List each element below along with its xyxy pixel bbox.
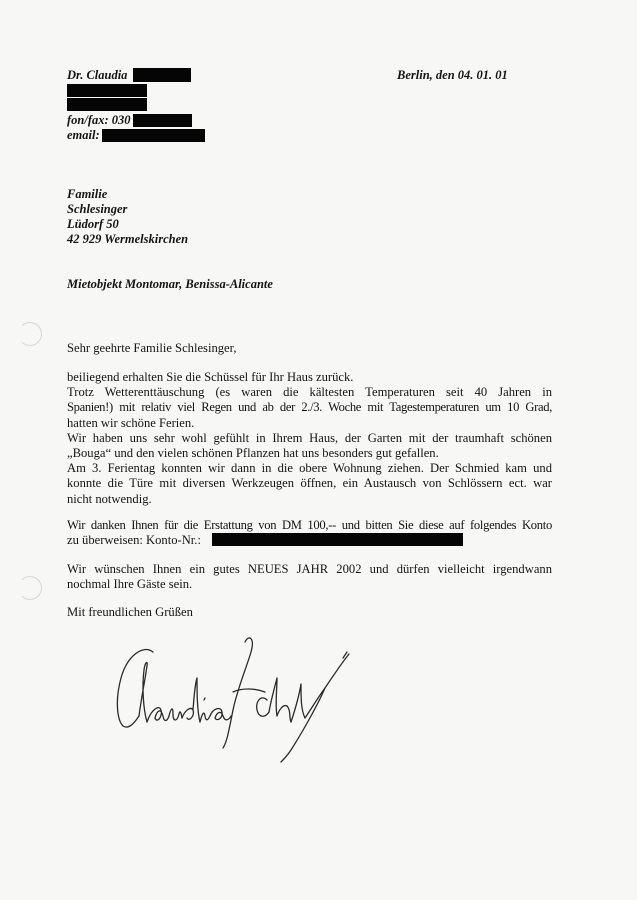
paragraph-1 xyxy=(67,370,552,507)
redaction-street xyxy=(67,84,147,97)
recipient-line-3: Lüdorf 50 xyxy=(67,217,119,231)
paragraph-line: nicht notwendig. xyxy=(67,491,152,506)
paragraph-line: zu überweisen: Konto-Nr.: xyxy=(67,533,201,548)
place-date: Berlin, den 04. 01. 01 xyxy=(397,68,508,82)
paragraph-line: nochmal Ihre Gäste sein. xyxy=(67,577,193,592)
recipient-line-1: Familie xyxy=(67,187,108,201)
paragraph-3 xyxy=(67,562,552,592)
subject-line: Mietobjekt Montomar, Benissa-Alicante xyxy=(67,277,273,291)
paragraph-line: beiliegend erhalten Sie die Schüssel für Ihr Haus zurück. xyxy=(67,370,354,384)
paragraph-line: Wir haben uns sehr wohl gefühlt in Ihrem Haus, der Garten mit der traumhaft schönen xyxy=(67,430,552,445)
paragraph-line: Spanien!) mit relativ viel Regen und ab der 2./3. Woche mit Tagestemperaturen um 10 Grad, xyxy=(67,400,552,415)
punch-hole-mark xyxy=(18,322,42,346)
recipient-line-4: 42 929 Wermelskirchen xyxy=(67,232,189,246)
paragraph-line: Am 3. Ferientag konnten wir dann in die obere Wohnung ziehen. Der Schmied kam und xyxy=(67,461,552,476)
salutation: Sehr geehrte Familie Schlesinger, xyxy=(67,341,237,355)
sender-name: Dr. Claudia xyxy=(67,68,128,82)
redaction-city xyxy=(67,98,147,111)
recipient-line-2: Schlesinger xyxy=(67,202,128,216)
paragraph-line: Trotz Wetterenttäuschung (es waren die kältesten Temperaturen seit 40 Jahren in xyxy=(67,385,552,400)
sender-phone-label: fon/fax: 030 xyxy=(67,113,131,127)
paragraph-line: konnte die Türe mit diversen Werkzeugen öffnen, ein Austausch von Schlössern ect. war xyxy=(67,476,552,491)
redaction-account-number xyxy=(212,533,463,546)
sender-email-label: email: xyxy=(67,128,100,142)
redaction-email xyxy=(102,129,205,142)
closing: Mit freundlichen Grüßen xyxy=(67,605,193,619)
redaction-phone xyxy=(133,114,192,127)
paragraph-line: Wir wünschen Ihnen ein gutes NEUES JAHR 2002 und dürfen vielleicht irgendwann xyxy=(67,562,552,576)
paragraph-line: „Bouga“ und den vielen schönen Pflanzen hat uns besonders gut gefallen. xyxy=(67,446,439,461)
punch-hole-mark xyxy=(18,576,42,600)
signature xyxy=(105,630,365,765)
paragraph-line: Wir danken Ihnen für die Erstattung von DM 100,-- und bitten Sie diese auf folgendes Konto xyxy=(67,518,552,532)
redaction-surname xyxy=(133,68,191,82)
paragraph-line: hatten wir schöne Ferien. xyxy=(67,415,195,430)
